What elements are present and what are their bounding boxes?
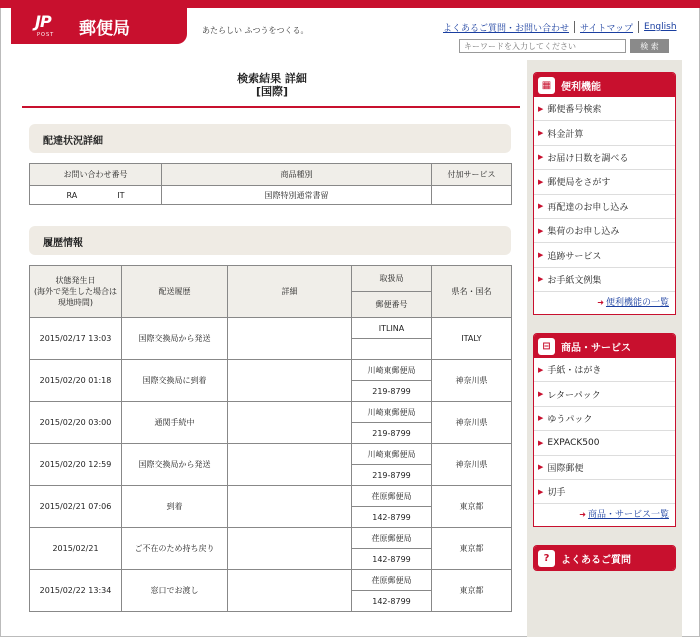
header-product-type: 商品種別: [162, 164, 432, 186]
history-detail: [228, 318, 352, 360]
sidebar-item[interactable]: [534, 97, 675, 121]
history-office: ITLINA: [352, 318, 432, 339]
history-postal-code: 219-8799: [352, 381, 432, 402]
products-title: 商品・サービス: [561, 342, 631, 354]
history-region: 神奈川県: [432, 402, 512, 444]
history-detail: [228, 528, 352, 570]
table-row: [30, 186, 512, 205]
faq-contact-link[interactable]: よくあるご質問・お問い合わせ: [443, 23, 570, 34]
history-status: ご不在のため持ち戻り: [122, 528, 228, 570]
arrow-icon: ▶: [538, 463, 544, 472]
history-detail: [228, 402, 352, 444]
page-title: [22, 72, 522, 98]
sidebar-item[interactable]: [534, 382, 675, 406]
mailbox-icon: ⊟: [538, 338, 555, 355]
history-rows: [30, 318, 512, 612]
table-header-row: [30, 266, 512, 292]
sidebar-item-label: 郵便局をさがす: [547, 178, 611, 189]
table-row: [30, 402, 512, 423]
arrow-icon: ▶: [538, 104, 544, 113]
sidebar-item[interactable]: [534, 431, 675, 455]
history-region: 東京都: [432, 486, 512, 528]
sidebar-item[interactable]: [534, 456, 675, 480]
history-office: 荏原郵便局: [352, 486, 432, 507]
convenience-list: [534, 97, 675, 292]
products-more-link[interactable]: 商品・サービス一覧: [587, 510, 669, 521]
table-header-row: [30, 164, 512, 186]
sidebar-item[interactable]: [534, 146, 675, 170]
history-detail: [228, 360, 352, 402]
history-status: 国際交換局から発送: [122, 444, 228, 486]
history-postal-code: 142-8799: [352, 591, 432, 612]
history-region: ITALY: [432, 318, 512, 360]
history-office: 荏原郵便局: [352, 570, 432, 591]
arrow-icon: ▶: [538, 177, 544, 186]
sidebar-item[interactable]: [534, 219, 675, 243]
history-status: 通関手続中: [122, 402, 228, 444]
post-mark: POST: [37, 32, 55, 38]
title-divider: [22, 106, 520, 108]
sidebar-item-label: 集荷のお申し込み: [547, 227, 620, 238]
sitemap-link[interactable]: サイトマップ: [580, 23, 634, 34]
faq-header[interactable]: [534, 546, 675, 570]
arrow-icon: ▶: [538, 251, 544, 260]
sidebar-item[interactable]: [534, 268, 675, 292]
sidebar-item[interactable]: [534, 480, 675, 504]
search-button[interactable]: 検 索: [630, 39, 669, 53]
history-postal-code: [352, 339, 432, 360]
faq-title: よくあるご質問: [561, 554, 631, 566]
history-detail: [228, 570, 352, 612]
products-box: [533, 333, 676, 527]
jp-mark: JP: [35, 12, 51, 31]
product-type: 国際特別通常書留: [162, 186, 432, 205]
table-row: [30, 318, 512, 339]
faq-box[interactable]: [533, 545, 676, 571]
history-date: 2015/02/20 03:00: [30, 402, 122, 444]
history-date: 2015/02/22 13:34: [30, 570, 122, 612]
products-list: [534, 358, 675, 504]
header-office: 取扱局: [352, 266, 432, 292]
english-link[interactable]: English: [644, 22, 677, 32]
convenience-more[interactable]: [534, 292, 675, 314]
history-region: 東京都: [432, 570, 512, 612]
japan-post-logo[interactable]: [11, 8, 187, 44]
arrow-icon: ▶: [538, 487, 544, 496]
tagline: あたらしい ふつうをつくる。: [202, 26, 309, 35]
history-status: 到着: [122, 486, 228, 528]
history-postal-code: 219-8799: [352, 465, 432, 486]
delivery-table: [29, 163, 512, 205]
delivery-status-heading: 配達状況詳細: [29, 124, 511, 153]
history-date: 2015/02/20 01:18: [30, 360, 122, 402]
header-links: [438, 20, 682, 34]
arrow-icon: ▶: [538, 275, 544, 284]
arrow-icon: ▶: [538, 226, 544, 235]
sidebar-item-label: ゆうパック: [547, 414, 593, 425]
history-postal-code: 142-8799: [352, 507, 432, 528]
convenience-header[interactable]: [534, 73, 675, 97]
sidebar-item[interactable]: [534, 195, 675, 219]
convenience-box: [533, 72, 676, 315]
history-date: 2015/02/21 07:06: [30, 486, 122, 528]
table-row: [30, 528, 512, 549]
history-office: 川崎東郵便局: [352, 444, 432, 465]
arrow-icon: ➜: [597, 298, 604, 308]
convenience-title: 便利機能: [561, 81, 601, 93]
sidebar-item-label: 追跡サービス: [547, 251, 602, 262]
sidebar-item-label: 郵便番号検索: [547, 105, 602, 116]
arrow-icon: ▶: [538, 365, 544, 374]
arrow-icon: ▶: [538, 414, 544, 423]
sidebar-item-label: 料金計算: [547, 129, 584, 140]
logo-name: 郵便局: [79, 19, 130, 39]
header-detail: 詳細: [228, 266, 352, 318]
history-office: 荏原郵便局: [352, 528, 432, 549]
calculator-icon: ▦: [538, 77, 555, 94]
top-bar: [0, 0, 700, 8]
history-detail: [228, 486, 352, 528]
sidebar-item[interactable]: [534, 407, 675, 431]
history-table: [29, 265, 512, 612]
sidebar-item-label: 手紙・はがき: [547, 366, 602, 377]
sidebar-item-label: 再配達のお申し込み: [547, 202, 629, 213]
header-postal-code: 郵便番号: [352, 292, 432, 318]
arrow-icon: ▶: [538, 202, 544, 211]
search-input[interactable]: [459, 39, 626, 53]
history-status: 窓口でお渡し: [122, 570, 228, 612]
header-additional-service: 付加サービス: [432, 164, 512, 186]
page-title-sub: [国際]: [255, 85, 289, 98]
history-status: 国際交換局に到着: [122, 360, 228, 402]
history-office: 川崎東郵便局: [352, 402, 432, 423]
history-region: 神奈川県: [432, 360, 512, 402]
history-date: 2015/02/20 12:59: [30, 444, 122, 486]
history-heading: 履歴情報: [29, 226, 511, 255]
table-row: [30, 444, 512, 465]
header-region: 県名・国名: [432, 266, 512, 318]
arrow-icon: ▶: [538, 438, 544, 447]
history-postal-code: 219-8799: [352, 423, 432, 444]
sidebar-item-label: レターパック: [547, 390, 601, 401]
sidebar-item-label: 国際郵便: [547, 463, 584, 474]
products-more[interactable]: [534, 504, 675, 526]
history-detail: [228, 444, 352, 486]
sidebar-item-label: 切手: [547, 488, 566, 499]
sidebar-item-label: お手紙文例集: [547, 275, 602, 286]
additional-service: [432, 186, 512, 205]
arrow-icon: ▶: [538, 390, 544, 399]
history-status: 国際交換局から発送: [122, 318, 228, 360]
convenience-more-link[interactable]: 便利機能の一覧: [605, 298, 669, 309]
history-date: 2015/02/17 13:03: [30, 318, 122, 360]
arrow-icon: ▶: [538, 129, 544, 138]
header-status: 配送履歴: [122, 266, 228, 318]
sidebar-item[interactable]: [534, 170, 675, 194]
sidebar-item-label: お届け日数を調べる: [547, 153, 629, 164]
history-region: 神奈川県: [432, 444, 512, 486]
sidebar-item[interactable]: [534, 121, 675, 145]
history-postal-code: 142-8799: [352, 549, 432, 570]
header-tracking-number: お問い合わせ番号: [30, 164, 162, 186]
table-row: [30, 486, 512, 507]
sidebar-item[interactable]: [534, 358, 675, 382]
history-date: 2015/02/21: [30, 528, 122, 570]
sidebar-item-label: EXPACK500: [547, 437, 600, 448]
history-region: 東京都: [432, 528, 512, 570]
arrow-icon: ➜: [579, 510, 586, 520]
arrow-icon: ▶: [538, 153, 544, 162]
history-office: 川崎東郵便局: [352, 360, 432, 381]
header-date: 状態発生日 (海外で発生した場合は現地時間): [30, 266, 122, 318]
table-row: [30, 570, 512, 591]
tracking-number: RA IT: [30, 186, 162, 205]
table-row: [30, 360, 512, 381]
page-title-main: 検索結果 詳細: [237, 72, 307, 85]
help-icon: ?: [538, 550, 555, 567]
products-header[interactable]: [534, 334, 675, 358]
sidebar-item[interactable]: [534, 243, 675, 267]
